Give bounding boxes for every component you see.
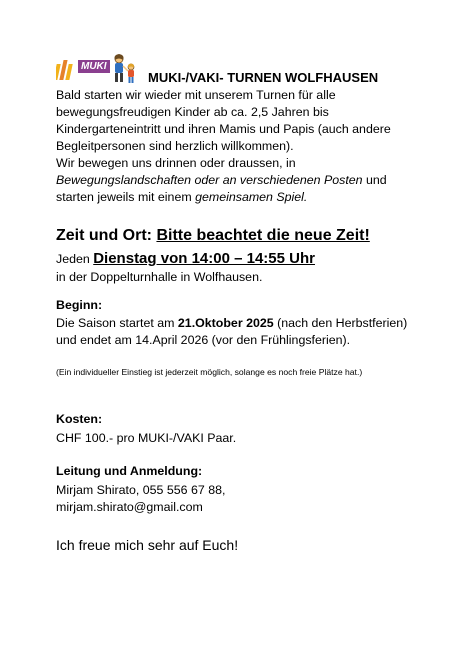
schedule-time: Dienstag von 14:00 – 14:55 Uhr [93, 250, 315, 267]
intro-paragraph-2 [56, 155, 416, 206]
schedule-heading [56, 227, 416, 245]
season-heading: Beginn: [56, 298, 103, 312]
costs-heading: Kosten: [56, 412, 103, 426]
season-start-date: 21.Oktober 2025 [177, 316, 274, 330]
page-title: MUKI-/VAKI- TURNEN WOLFHAUSEN [148, 70, 379, 85]
contact-email: mirjam.shirato@gmail.com [56, 500, 203, 514]
contact-line-1: Mirjam Shirato, 055 556 67 88, [56, 483, 226, 497]
contact-heading: Leitung und Anmeldung: [56, 464, 203, 478]
season-text-2: (nach den Herbstferien) und endet am 14.April 2026 (vor den Frühlingsferien). [56, 316, 408, 347]
schedule-time-line [56, 250, 315, 267]
header [56, 54, 416, 86]
intro-p2-italic-2: gemeinsamen Spiel. [195, 190, 308, 204]
intro-text [56, 87, 416, 206]
intro-p2-start: Wir bewegen uns drinnen oder draussen, in [56, 156, 296, 170]
parent-child-figures-icon [110, 54, 138, 84]
intro-p2-mid: und starten jeweils mit einem [56, 173, 387, 204]
season-text-1: Die Saison startet am [56, 316, 178, 330]
intro-paragraph-1: Bald starten wir wieder mit unserem Turnen für alle bewegungsfreudigen Kinder ab ca. 2,5 Jahren bis Kindergarteneintritt und ihren Mamis und Papis (auch andere Begleitpersonen sind herzlich willkommen). [56, 88, 391, 153]
schedule-notice: Bitte beachtet die neue Zeit! [156, 227, 370, 244]
closing-text: Ich freue mich sehr auf Euch! [56, 537, 239, 553]
costs-text: CHF 100.- pro MUKI-/VAKI Paar. [56, 431, 237, 445]
season-text [56, 315, 416, 349]
logo-text: MUKI [78, 60, 110, 73]
schedule-place: in der Doppelturnhalle in Wolfhausen. [56, 270, 263, 284]
schedule-prefix: Jeden [56, 252, 90, 266]
schedule-label: Zeit und Ort: [56, 227, 152, 244]
season-note: (Ein individueller Einstieg ist jederzeit möglich, solange es noch freie Plätze hat.) [56, 367, 363, 377]
intro-p2-italic-1: Bewegungslandschaften oder an verschiedenen Posten [56, 173, 363, 187]
